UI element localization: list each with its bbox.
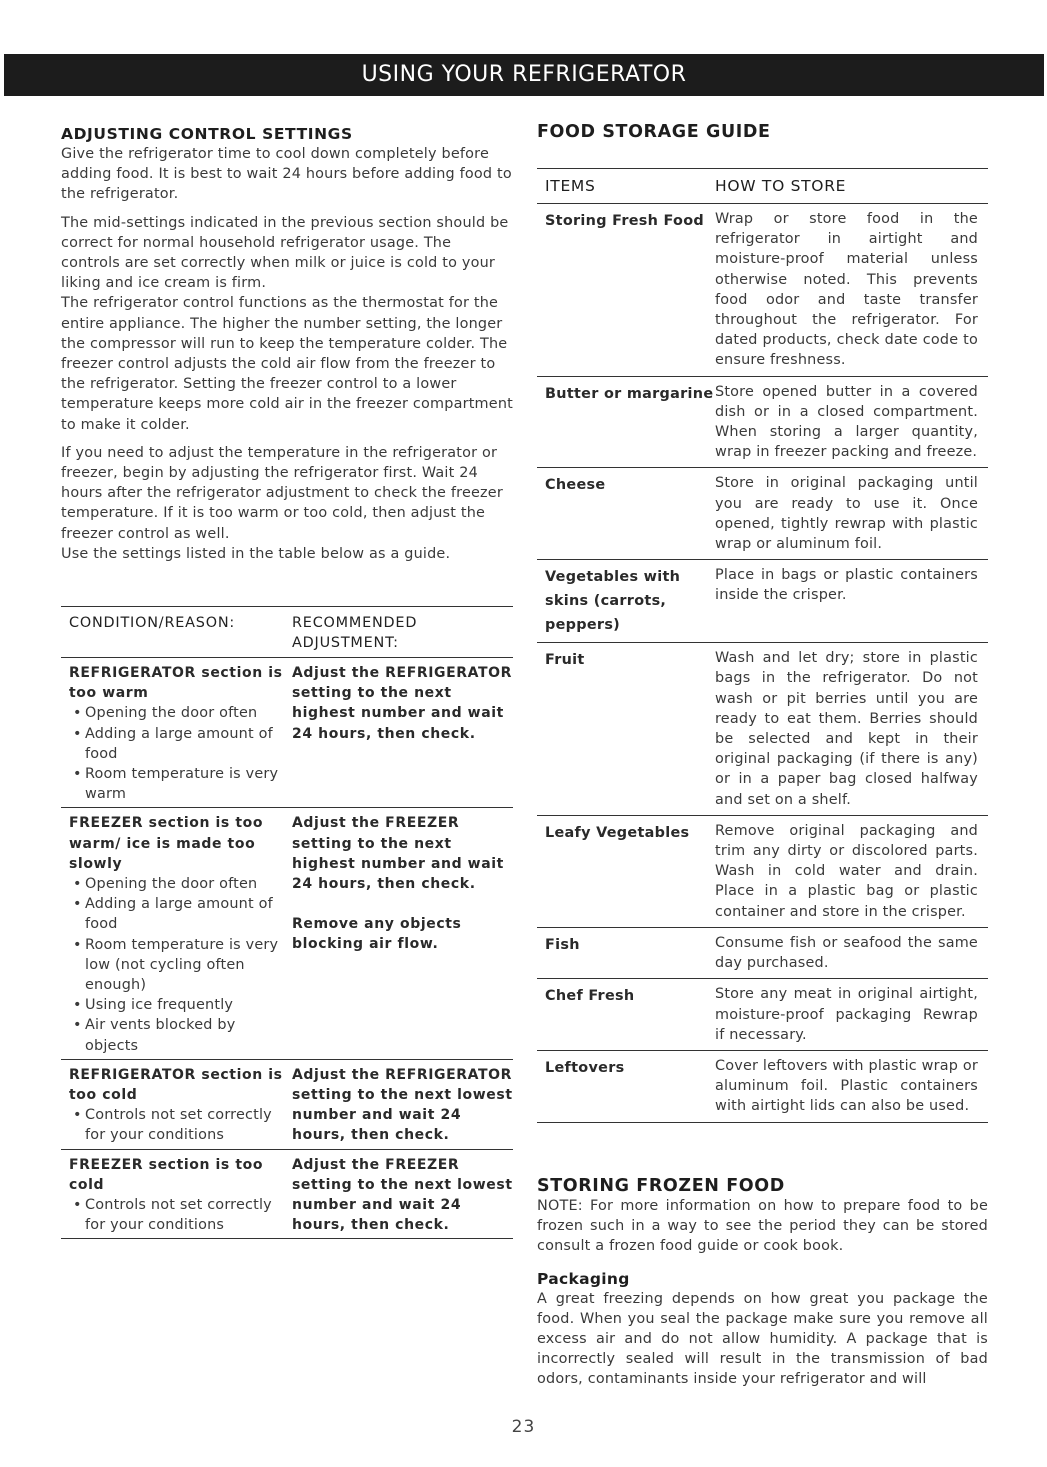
reason-list [69,1195,292,1235]
item-instructions: Place in bags or plastic containers inside the crisper. [715,567,978,604]
adjustment-text: Adjust the REFRIGERATOR setting to the next lowest number and wait 24 hours, then check. [292,1066,513,1144]
adjusting-title: ADJUSTING CONTROL SETTINGS [61,125,353,143]
item-name: Vegetables with skins (carrots, peppers) [545,569,681,634]
list-item: • Air vents blocked by objects [69,1015,292,1055]
item-name: Cheese [545,477,606,494]
list-item: • Controls not set correctly for your conditions [69,1195,292,1235]
storing-frozen-food-section [537,1176,988,1390]
item-instructions: Cover leftovers with plastic wrap or aluminum foil. Plastic containers with airtight lids can also be used. [715,1057,978,1115]
food-guide-title: FOOD STORAGE GUIDE [537,122,771,142]
adjustment-extra-text: Remove any objects blocking air flow. [292,916,462,953]
adjustment-text: Adjust the FREEZER setting to the next lowest number and wait 24 hours, then check. [292,1156,513,1234]
adjusting-paragraph-2: The mid-settings indicated in the previous section should be correct for normal household refrigerator usage. The controls are set correctly when milk or juice is cold to your liking and ice cream is firm. [61,214,509,292]
packaging-title: Packaging [537,1269,630,1288]
table-row [61,1150,513,1240]
list-item: • Adding a large amount of food [69,724,292,764]
table-row [537,204,988,377]
item-instructions: Consume fish or seafood the same day purchased. [715,934,978,972]
packaging-text: A great freezing depends on how great you package the food. When you seal the package make sure you remove all excess air and do not allow humidity. A package that is incorrectly sealed will result in the transmission of bad odors, contaminants inside your refrigerator and will [537,1290,988,1388]
condition-text: FREEZER section is too warm/ ice is made too slowly [69,815,264,872]
condition-text: FREEZER section is too cold [69,1156,264,1193]
adjusting-paragraph-1: Give the refrigerator time to cool down completely before adding food. It is best to wait 24 hours before adding food to the refrigerator. [61,146,512,203]
table-row [537,560,988,643]
adjustment-header: RECOMMENDED ADJUSTMENT: [292,615,418,651]
how-to-store-header: HOW TO STORE [715,177,847,195]
reason-list [69,874,292,1056]
adjustment-text: Adjust the REFRIGERATOR setting to the next highest number and wait 24 hours, then check. [292,665,513,742]
condition-text: REFRIGERATOR section is too warm [69,665,283,702]
list-item: • Using ice frequently [69,995,292,1015]
item-name: Storing Fresh Food [545,213,705,229]
item-instructions: Remove original packaging and trim any dirty or discolored parts. Wash in cold water and drain. Place in a plastic bag or plastic container and store in the crisper. [715,822,978,920]
list-item: • Room temperature is very low (not cycling often enough) [69,935,292,996]
table-row [537,643,988,816]
food-storage-table [537,168,988,1123]
page-header-banner [4,54,1044,96]
condition-header: CONDITION/REASON: [69,615,236,631]
frozen-note [537,1196,988,1257]
table-row [537,377,988,469]
list-item: • Adding a large amount of food [69,894,292,934]
adjusting-paragraph-5: Use the settings listed in the table below as a guide. [61,545,451,562]
table-row [537,468,988,560]
item-name: Butter or margarine [545,385,714,402]
item-instructions: Store any meat in original airtight, moisture-proof packaging Rewrap if necessary. [715,986,978,1043]
item-instructions: Store in original packaging until you are ready to use it. Once opened, tightly rewrap with plastic wrap or aluminum foil. [715,475,978,553]
items-header: ITEMS [545,177,596,195]
condition-table-header [61,607,513,658]
adjusting-paragraph-3: The refrigerator control functions as the thermostat for the entire appliance. The higher the number setting, the longer the compressor will run to keep the temperature colder. The freezer control adjusts the cold air flow from the freezer to the refrigerator. Setting the freezer control to a lower temperature keeps more cold air in the freezer compartment to make it colder. [61,295,513,433]
adjustment-text: Adjust the FREEZER setting to the next highest number and wait 24 hours, then check. [292,815,504,893]
list-item: • Room temperature is very warm [69,764,292,804]
list-item: • Opening the door often [69,874,292,894]
item-instructions: Wrap or store food in the refrigerator in airtight and moisture-proof material unless otherwise noted. This prevents food odor and taste transfer throughout the refrigerator. For dated products, check date code to ensure freshness. [715,211,978,369]
condition-table [61,606,513,1239]
condition-text: REFRIGERATOR section is too cold [69,1066,283,1104]
page-header-title: USING YOUR REFRIGERATOR [361,62,687,87]
page-number: 23 [511,1417,536,1437]
item-name: Leftovers [545,1059,625,1076]
item-name: Leafy Vegetables [545,824,690,841]
reason-list [69,703,292,804]
item-name: Chef Fresh [545,988,635,1005]
adjusting-paragraph-4: If you need to adjust the temperature in the refrigerator or freezer, begin by adjusting the refrigerator first. Wait 24 hours after the refrigerator adjustment to check the freezer temperature. If it is too warm or too cold, then adjust the freezer control as well. [61,444,503,542]
item-name: Fish [545,936,580,953]
list-item: • Opening the door often [69,703,292,723]
table-row [61,808,513,1059]
item-instructions: Wash and let dry; store in plastic bags in the refrigerator. Do not wash or pit berries until you are ready to eat them. Berries should be selected and kept in their original packaging (if there is any) or in a paper bag closed halfway and set on a shelf. [715,650,978,808]
reason-list [69,1105,292,1145]
table-row [537,816,988,928]
table-row [537,928,988,979]
list-item: • Controls not set correctly for your conditions [69,1105,292,1145]
table-row [61,1060,513,1150]
item-name: Fruit [545,652,585,669]
food-table-header [537,169,988,204]
table-row [537,979,988,1051]
food-storage-guide-section [537,122,988,1123]
table-row [61,658,513,808]
note-label: NOTE: [537,1198,583,1214]
table-row [537,1051,988,1123]
item-instructions: Store opened butter in a covered dish or in a closed compartment. When storing a larger quantity, wrap in freezer packing and freeze. [715,383,978,461]
note-text: For more information on how to prepare food to be frozen such in a way to see the period they can be stored consult a frozen food guide or cook book. [537,1198,989,1255]
frozen-title: STORING FROZEN FOOD [537,1176,785,1196]
adjusting-control-section [61,124,513,564]
